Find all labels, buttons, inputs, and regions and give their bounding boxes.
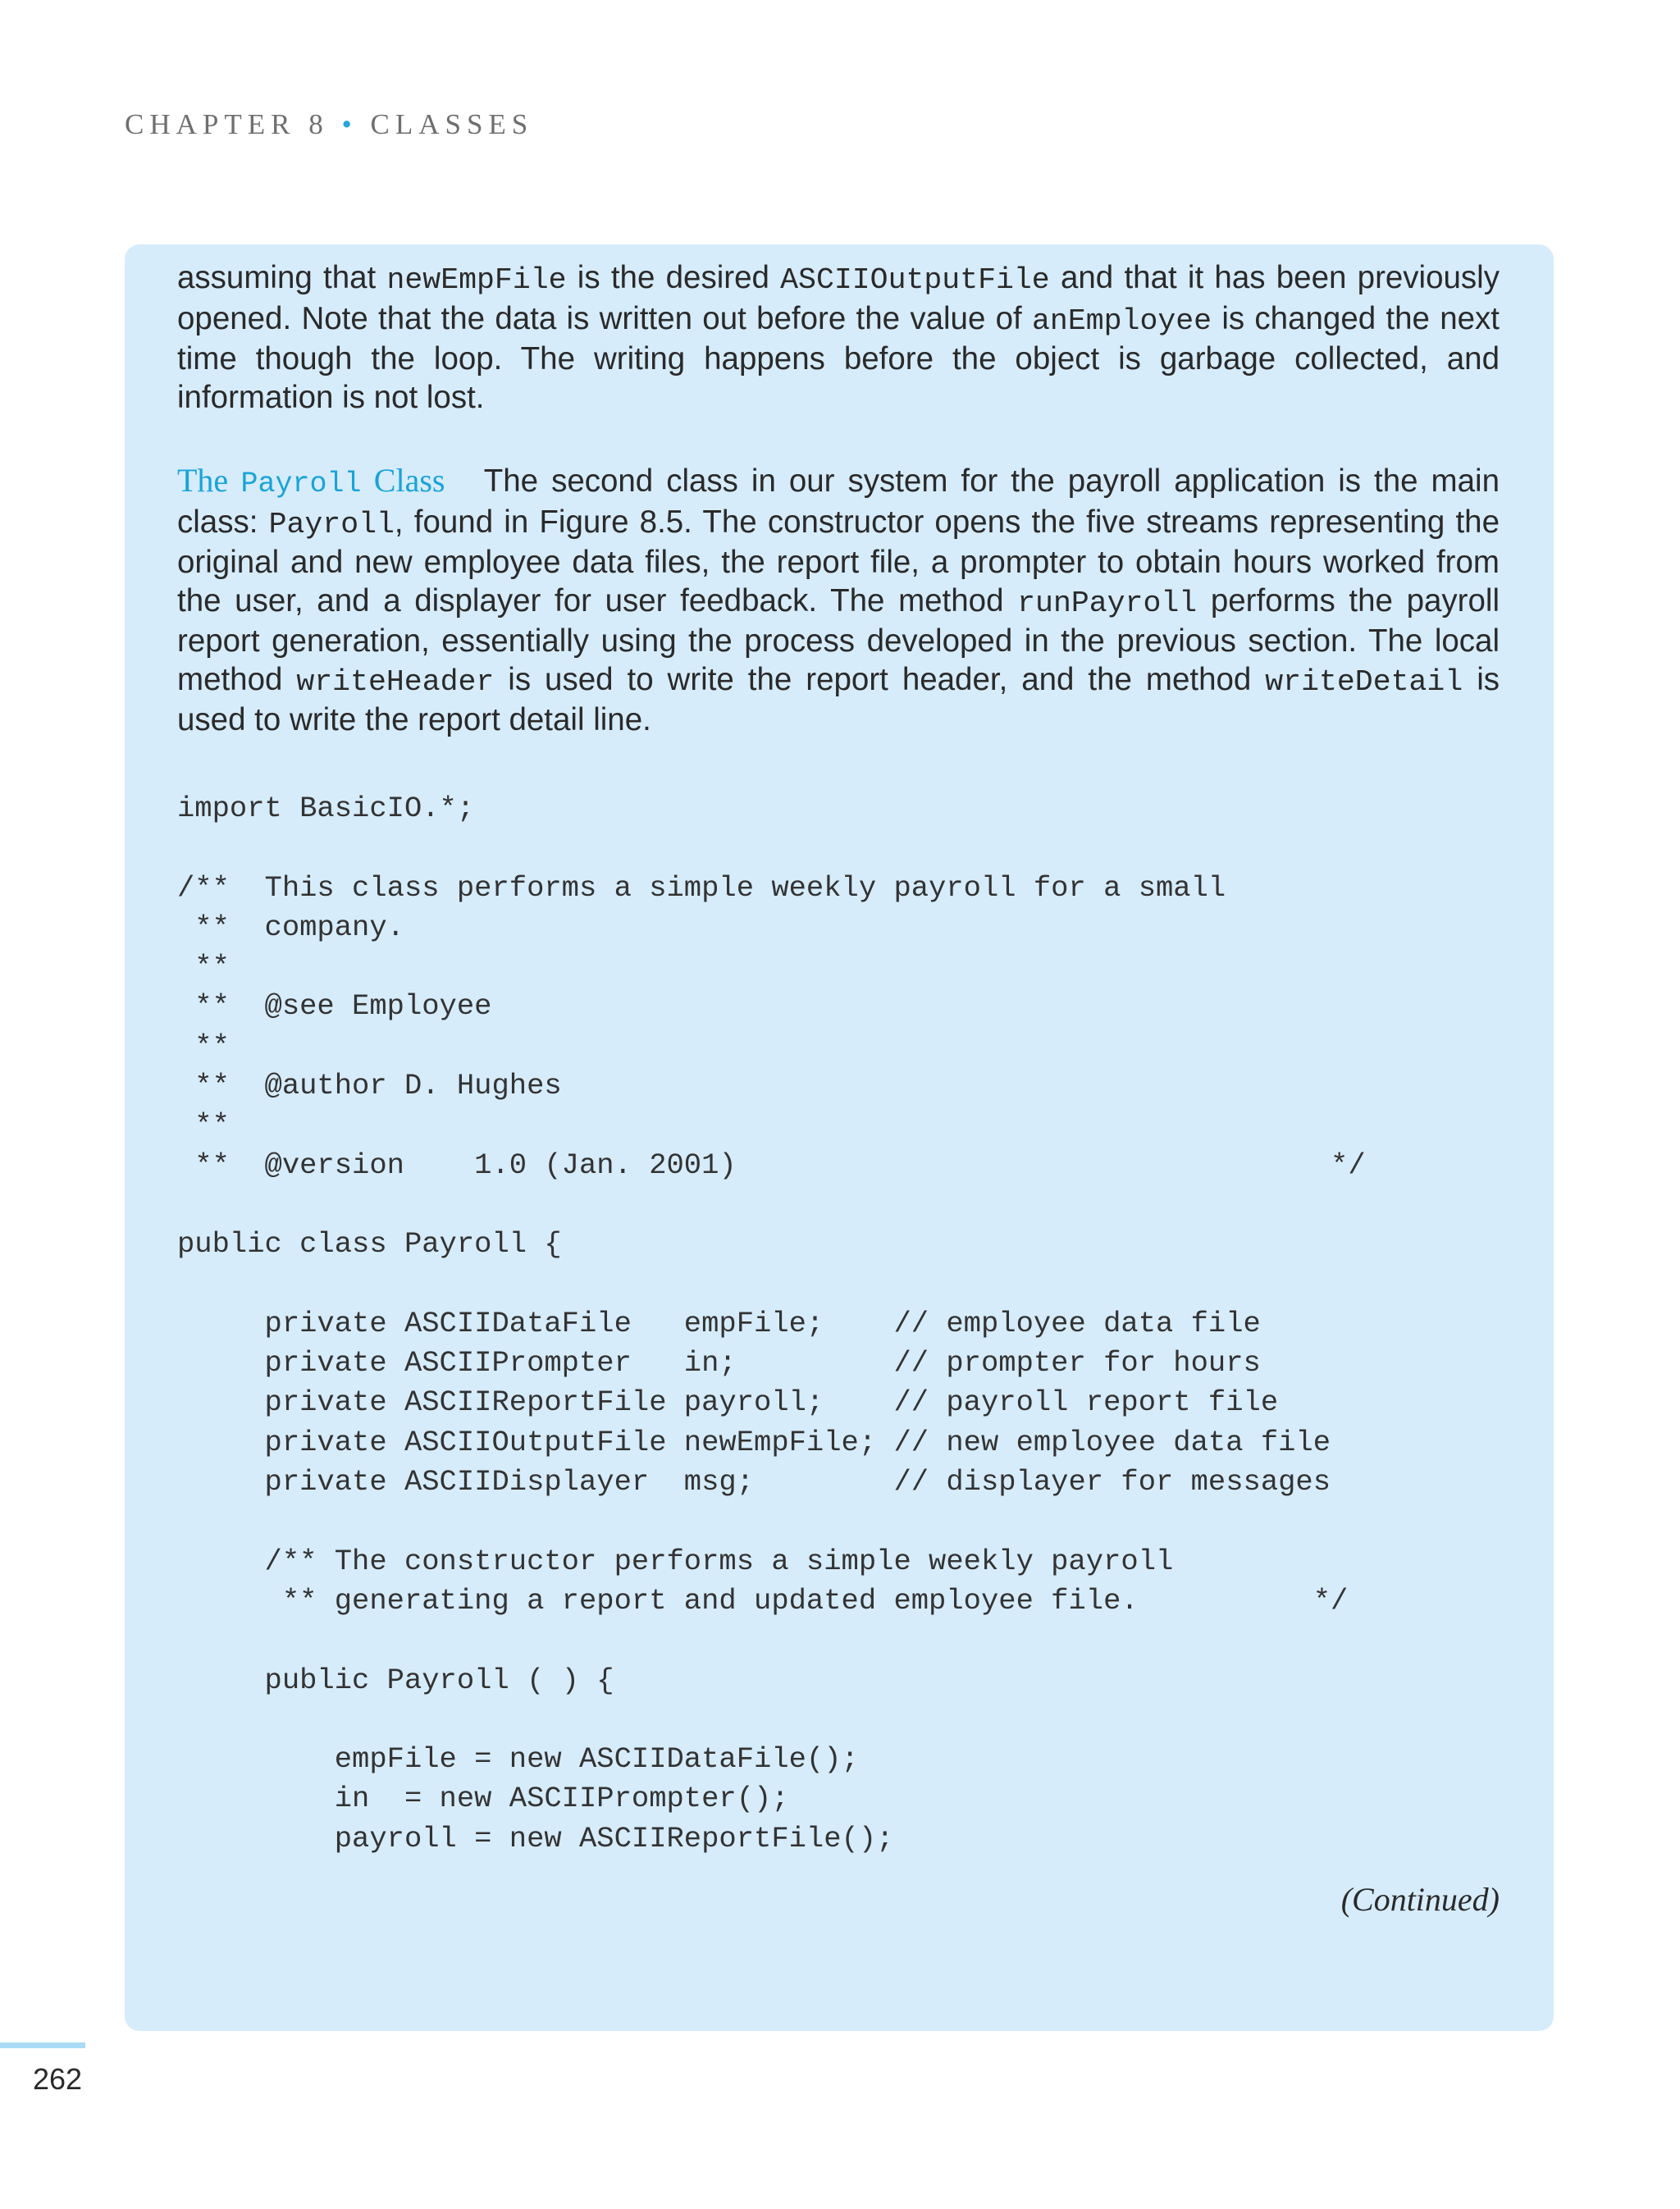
body-paragraph-2 xyxy=(177,462,1509,740)
code-line: /** The constructor performs a simple weekly payroll xyxy=(177,1544,1174,1578)
code-line: ** @author D. Hughes xyxy=(177,1069,562,1103)
section-heading xyxy=(177,462,445,499)
body-paragraph-1 xyxy=(177,259,1500,417)
code-line: ** generating a report and updated employee file. */ xyxy=(177,1583,1349,1618)
code-line: import BasicIO.*; xyxy=(177,792,475,825)
code-listing xyxy=(177,789,1522,1859)
code-line xyxy=(177,1185,1522,1225)
inline-code: anEmployee xyxy=(1032,304,1212,338)
code-line: ** company. xyxy=(177,910,404,944)
running-head xyxy=(125,108,533,141)
code-line: payroll = new ASCIIReportFile(); xyxy=(177,1821,894,1855)
code-line xyxy=(177,1265,1522,1304)
inline-code: ASCIIOutputFile xyxy=(780,263,1050,297)
text-run: , found in Figure 8.5. The constructor opens the five streams representing the original and new employee data files, the report file, a prompter to obtain hours worked from the user, and a displayer for user feedback. The method xyxy=(177,504,1500,618)
heading-code: Payroll xyxy=(240,468,362,500)
inline-code: writeDetail xyxy=(1265,664,1463,699)
text-run: is used to write the report header, and the method xyxy=(494,661,1266,697)
text-run: is changed the next time though the loop. The writing happens before the object is garbage collected, and information is not lost. xyxy=(177,300,1500,415)
separator-bullet: • xyxy=(341,108,358,140)
heading-text: The xyxy=(177,462,241,499)
heading-text: Class xyxy=(361,462,445,499)
text-run: assuming that xyxy=(177,260,387,295)
text-run: and that it has been previously opened. Note that the data is written out before the value of xyxy=(177,260,1500,336)
code-line: empFile = new ASCIIDataFile(); xyxy=(177,1742,859,1777)
code-line: ** @see Employee xyxy=(177,989,492,1024)
code-line: ** xyxy=(177,1029,230,1063)
code-line: public class Payroll { xyxy=(177,1227,562,1262)
page-number-bar xyxy=(0,2042,85,2048)
inline-code: Payroll xyxy=(268,507,395,541)
page-number: 262 xyxy=(33,2062,83,2096)
code-line: in = new ASCIIPrompter(); xyxy=(177,1782,789,1816)
code-line: /** This class performs a simple weekly payroll for a small xyxy=(177,870,1226,905)
code-line xyxy=(177,1621,1522,1660)
code-line: private ASCIIReportFile payroll; // payroll report file xyxy=(177,1385,1279,1420)
inline-code: newEmpFile xyxy=(386,263,567,297)
text-run: is used to write the report detail line. xyxy=(177,661,1500,737)
text-run: The second class in our system for the payroll application is the main class: xyxy=(177,463,1509,540)
code-line: private ASCIIPrompter in; // prompter for hours xyxy=(177,1346,1261,1381)
section-label: CLASSES xyxy=(370,108,534,140)
code-line: private ASCIIDataFile empFile; // employee data file xyxy=(177,1306,1261,1340)
chapter-label: CHAPTER 8 xyxy=(125,108,329,140)
inline-code: runPayroll xyxy=(1017,586,1198,620)
inline-code: writeHeader xyxy=(296,664,495,699)
text-run: performs the payroll report generation, essentially using the process developed in the previous section. The local method xyxy=(177,582,1500,697)
code-line: public Payroll ( ) { xyxy=(177,1663,614,1697)
code-line xyxy=(177,828,1522,868)
code-line: private ASCIIOutputFile newEmpFile; // new employee data file xyxy=(177,1425,1331,1459)
text-run: is the desired xyxy=(566,260,781,295)
code-line: ** xyxy=(177,1108,230,1143)
code-line: ** xyxy=(177,950,230,984)
continued-label: (Continued) xyxy=(1340,1881,1500,1918)
code-line xyxy=(177,1502,1522,1541)
code-line: private ASCIIDisplayer msg; // displayer for messages xyxy=(177,1465,1331,1499)
code-line: ** @version 1.0 (Jan. 2001) */ xyxy=(177,1148,1366,1182)
code-line xyxy=(177,1700,1522,1740)
